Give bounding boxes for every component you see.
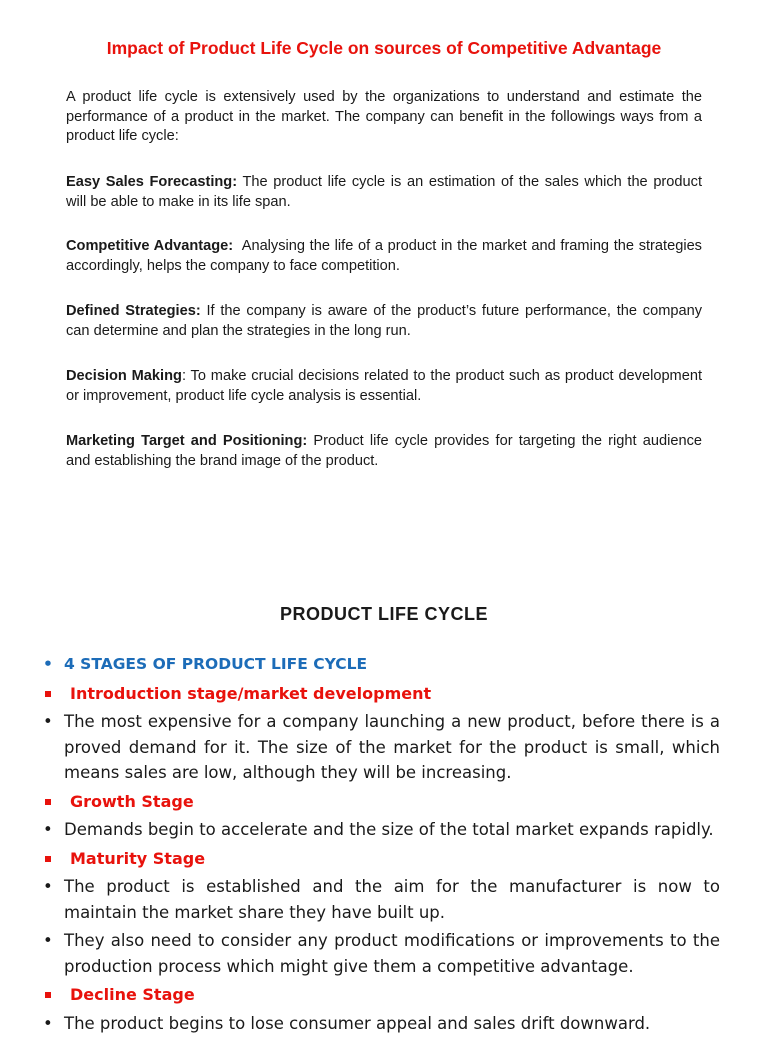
- bullet-icon: •: [43, 931, 53, 950]
- list-item: [0, 982, 720, 1008]
- benefit-text: The product life cycle is an estimation of the sales which the product will be able to make in its life span.: [66, 174, 702, 210]
- bullet-icon: •: [43, 655, 53, 673]
- list-item: [0, 681, 720, 707]
- stages-heading-text: 4 STAGES OF PRODUCT LIFE CYCLE: [64, 655, 368, 673]
- benefit-term: Competitive Advantage:: [66, 238, 234, 254]
- benefit-competitive-advantage: [66, 237, 707, 276]
- list-item: [0, 789, 720, 815]
- square-bullet-icon: [45, 799, 51, 805]
- stage-name: Maturity Stage: [70, 848, 206, 868]
- benefit-term: Decision Making: [66, 368, 182, 384]
- square-bullet-icon: [45, 691, 51, 697]
- bullet-icon: •: [43, 712, 53, 731]
- benefit-term: Defined Strategies:: [66, 303, 201, 319]
- list-item: [0, 874, 720, 925]
- benefit-defined-strategies: [66, 302, 702, 341]
- bullet-icon: •: [43, 820, 53, 839]
- benefit-text: If the company is aware of the product’s future performance, the company can determine and plan the strategies in the long run.: [66, 303, 702, 339]
- benefit-easy-sales-forecasting: [66, 173, 702, 212]
- page-title: Impact of Product Life Cycle on sources of Competitive Advantage: [106, 38, 662, 58]
- stages-list: [0, 652, 768, 1039]
- stage-name: Decline Stage: [70, 985, 195, 1004]
- bullet-icon: •: [43, 877, 53, 896]
- list-item: [0, 1011, 720, 1037]
- intro-paragraph: A product life cycle is extensively used by the organizations to understand and estimate the performance of a product in the market. The company can benefit in the followings ways from a product life cycle:: [66, 89, 702, 144]
- stage-description: Demands begin to accelerate and the size of the total market expands rapidly.: [64, 820, 714, 839]
- square-bullet-icon: [45, 992, 51, 998]
- stages-heading: [0, 652, 720, 678]
- benefit-marketing-target: [66, 432, 702, 471]
- stage-description: The product begins to lose consumer appeal and sales drift downward.: [64, 1013, 651, 1033]
- benefit-term: Easy Sales Forecasting:: [66, 174, 238, 190]
- stage-name: Growth Stage: [70, 791, 194, 811]
- benefit-term: Marketing Target and Positioning:: [66, 433, 308, 449]
- benefit-text: Analysing the life of a product in the market and framing the strategies accordingly, helps the company to face competition.: [66, 238, 707, 274]
- list-item: [0, 928, 720, 979]
- bullet-icon: •: [43, 1013, 53, 1033]
- stage-description: The most expensive for a company launching a new product, before there is a proved demand for it. The size of the market for the product is small, which means sales are low, although they will be increasing.: [64, 712, 720, 782]
- list-item: [0, 817, 720, 843]
- list-item: [0, 846, 720, 872]
- stage-name: Introduction stage/market development: [70, 683, 432, 703]
- benefit-text: Product life cycle provides for targeting the right audience and establishing the brand image of the product.: [66, 433, 702, 469]
- section-title: PRODUCT LIFE CYCLE: [279, 604, 488, 624]
- benefit-text: : To make crucial decisions related to the product such as product development or improvement, product life cycle analysis is essential.: [66, 368, 703, 404]
- list-item: [0, 709, 720, 786]
- stage-description: The product is established and the aim for the manufacturer is now to maintain the market share they have built up.: [64, 877, 720, 922]
- square-bullet-icon: [45, 856, 51, 862]
- benefit-decision-making: [66, 367, 702, 406]
- stage-description: They also need to consider any product modifications or improvements to the production process which might give them a competitive advantage.: [64, 931, 720, 976]
